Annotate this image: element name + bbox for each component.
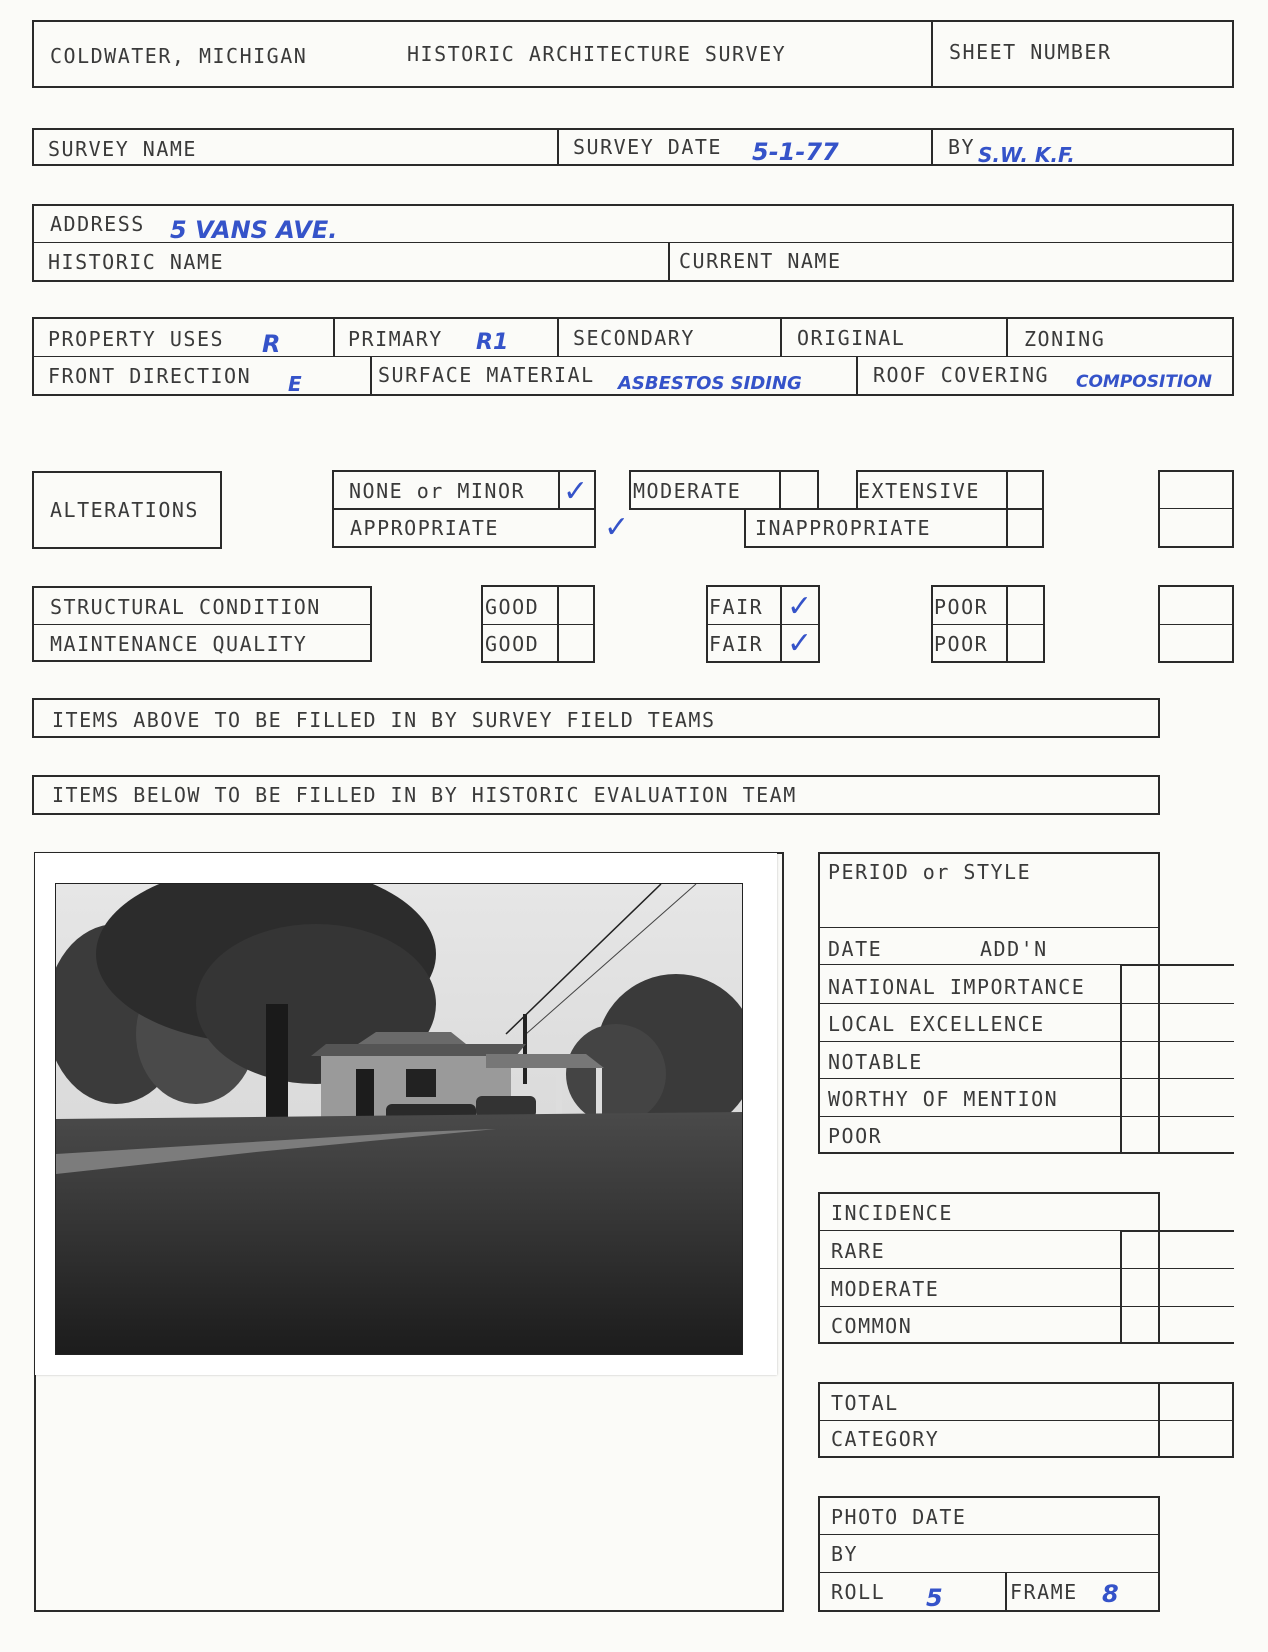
inappropriate-checkbox[interactable] [1006,508,1044,548]
secondary-label: SECONDARY [573,326,695,350]
photo-info-divider-2 [818,1572,1160,1574]
survey-date-value: 5-1-77 [752,138,839,166]
original-label: ORIGINAL [797,326,906,350]
survey-by-label: BY [948,135,976,159]
property-photo [55,883,743,1355]
frame-label: FRAME [1010,1580,1078,1604]
incidence-moderate-label: MODERATE [831,1277,940,1301]
none-minor-label: NONE or MINOR [349,479,526,503]
rare-label: RARE [831,1239,886,1263]
property-uses-value: R [262,330,281,358]
totals-divider [818,1420,1234,1422]
eval-score-column [1120,964,1234,1154]
moderate-checkbox[interactable] [779,470,819,510]
structural-condition-label: STRUCTURAL CONDITION [50,595,321,619]
maintenance-good-label: GOOD [485,632,540,656]
roll-value: 5 [926,1584,943,1612]
good-divider [481,624,595,626]
incidence-divider-3 [818,1306,1234,1308]
structural-poor-label: POOR [934,595,989,619]
common-label: COMMON [831,1314,913,1338]
address-label: ADDRESS [50,212,145,236]
incidence-label: INCIDENCE [831,1201,953,1225]
house-photo-image [56,884,742,1354]
roof-covering-label: ROOF COVERING [873,363,1050,387]
extensive-checkbox[interactable] [1006,470,1044,510]
incidence-score-column [1120,1230,1234,1344]
appropriate-label: APPROPRIATE [350,516,499,540]
property-uses-label: PROPERTY USES [48,327,225,351]
alterations-score-divider [1158,508,1234,510]
incidence-divider-2 [818,1268,1234,1270]
survey-date-label: SURVEY DATE [573,135,722,159]
survey-name-label: SURVEY NAME [48,137,197,161]
field-team-note-text: ITEMS ABOVE TO BE FILLED IN BY SURVEY FIELD TEAMS [52,708,716,732]
eval-divider-2 [818,964,1234,966]
eval-divider-1 [818,927,1160,929]
primary-value: R1 [476,330,509,355]
alterations-label: ALTERATIONS [50,498,199,522]
condition-divider [32,624,372,626]
poor-divider [931,624,1045,626]
eval-divider-5 [818,1078,1234,1080]
front-direction-value: E [288,372,302,396]
historic-name-label: HISTORIC NAME [48,250,225,274]
eval-poor-label: POOR [828,1124,883,1148]
frame-value: 8 [1102,1580,1119,1608]
inappropriate-label: INAPPROPRIATE [755,516,932,540]
condition-score-divider [1158,624,1234,626]
structural-good-label: GOOD [485,595,540,619]
survey-by-value: S.W. K.F. [978,143,1075,167]
appropriate-check: ✓ [604,510,630,545]
evaluation-team-note-text: ITEMS BELOW TO BE FILLED IN BY HISTORIC EVALUATION TEAM [52,783,797,807]
current-name-label: CURRENT NAME [679,249,842,273]
category-label: CATEGORY [831,1427,940,1451]
worthy-of-mention-label: WORTHY OF MENTION [828,1087,1059,1111]
addn-label: ADD'N [980,937,1048,961]
notable-label: NOTABLE [828,1050,923,1074]
incidence-bottom [1120,1342,1234,1344]
surface-material-label: SURFACE MATERIAL [378,363,595,387]
roll-label: ROLL [831,1580,886,1604]
none-minor-check: ✓ [563,474,589,509]
eval-bottom [1120,1152,1234,1154]
front-direction-label: FRONT DIRECTION [48,364,252,388]
moderate-label: MODERATE [633,479,742,503]
address-value: 5 VANS AVE. [170,216,338,244]
photo-by-label: BY [831,1542,859,1566]
eval-divider-6 [818,1116,1234,1118]
maintenance-fair-check: ✓ [787,626,813,661]
form-title: HISTORIC ARCHITECTURE SURVEY [407,42,787,66]
local-excellence-label: LOCAL EXCELLENCE [828,1012,1045,1036]
primary-label: PRIMARY [348,327,443,351]
national-importance-label: NATIONAL IMPORTANCE [828,975,1086,999]
maintenance-fair-label: FAIR [709,632,764,656]
city-label: COLDWATER, MICHIGAN [50,44,308,68]
frame-cell-divider [1005,1572,1007,1612]
period-style-label: PERIOD or STYLE [828,860,1032,884]
roof-covering-value: COMPOSITION [1076,372,1212,392]
total-label: TOTAL [831,1391,899,1415]
structural-fair-check: ✓ [787,589,813,624]
photo-date-label: PHOTO DATE [831,1505,967,1529]
eval-divider-4 [818,1041,1234,1043]
structural-fair-label: FAIR [709,595,764,619]
incidence-divider-1 [818,1230,1234,1232]
date-label: DATE [828,937,883,961]
extensive-label: EXTENSIVE [858,479,980,503]
surface-material-value: ASBESTOS SIDING [618,373,802,394]
maintenance-poor-label: POOR [934,632,989,656]
sheet-number-label: SHEET NUMBER [949,40,1112,64]
maintenance-quality-label: MAINTENANCE QUALITY [50,632,308,656]
eval-divider-3 [818,1003,1234,1005]
photo-info-divider-1 [818,1534,1160,1536]
zoning-label: ZONING [1024,327,1106,351]
